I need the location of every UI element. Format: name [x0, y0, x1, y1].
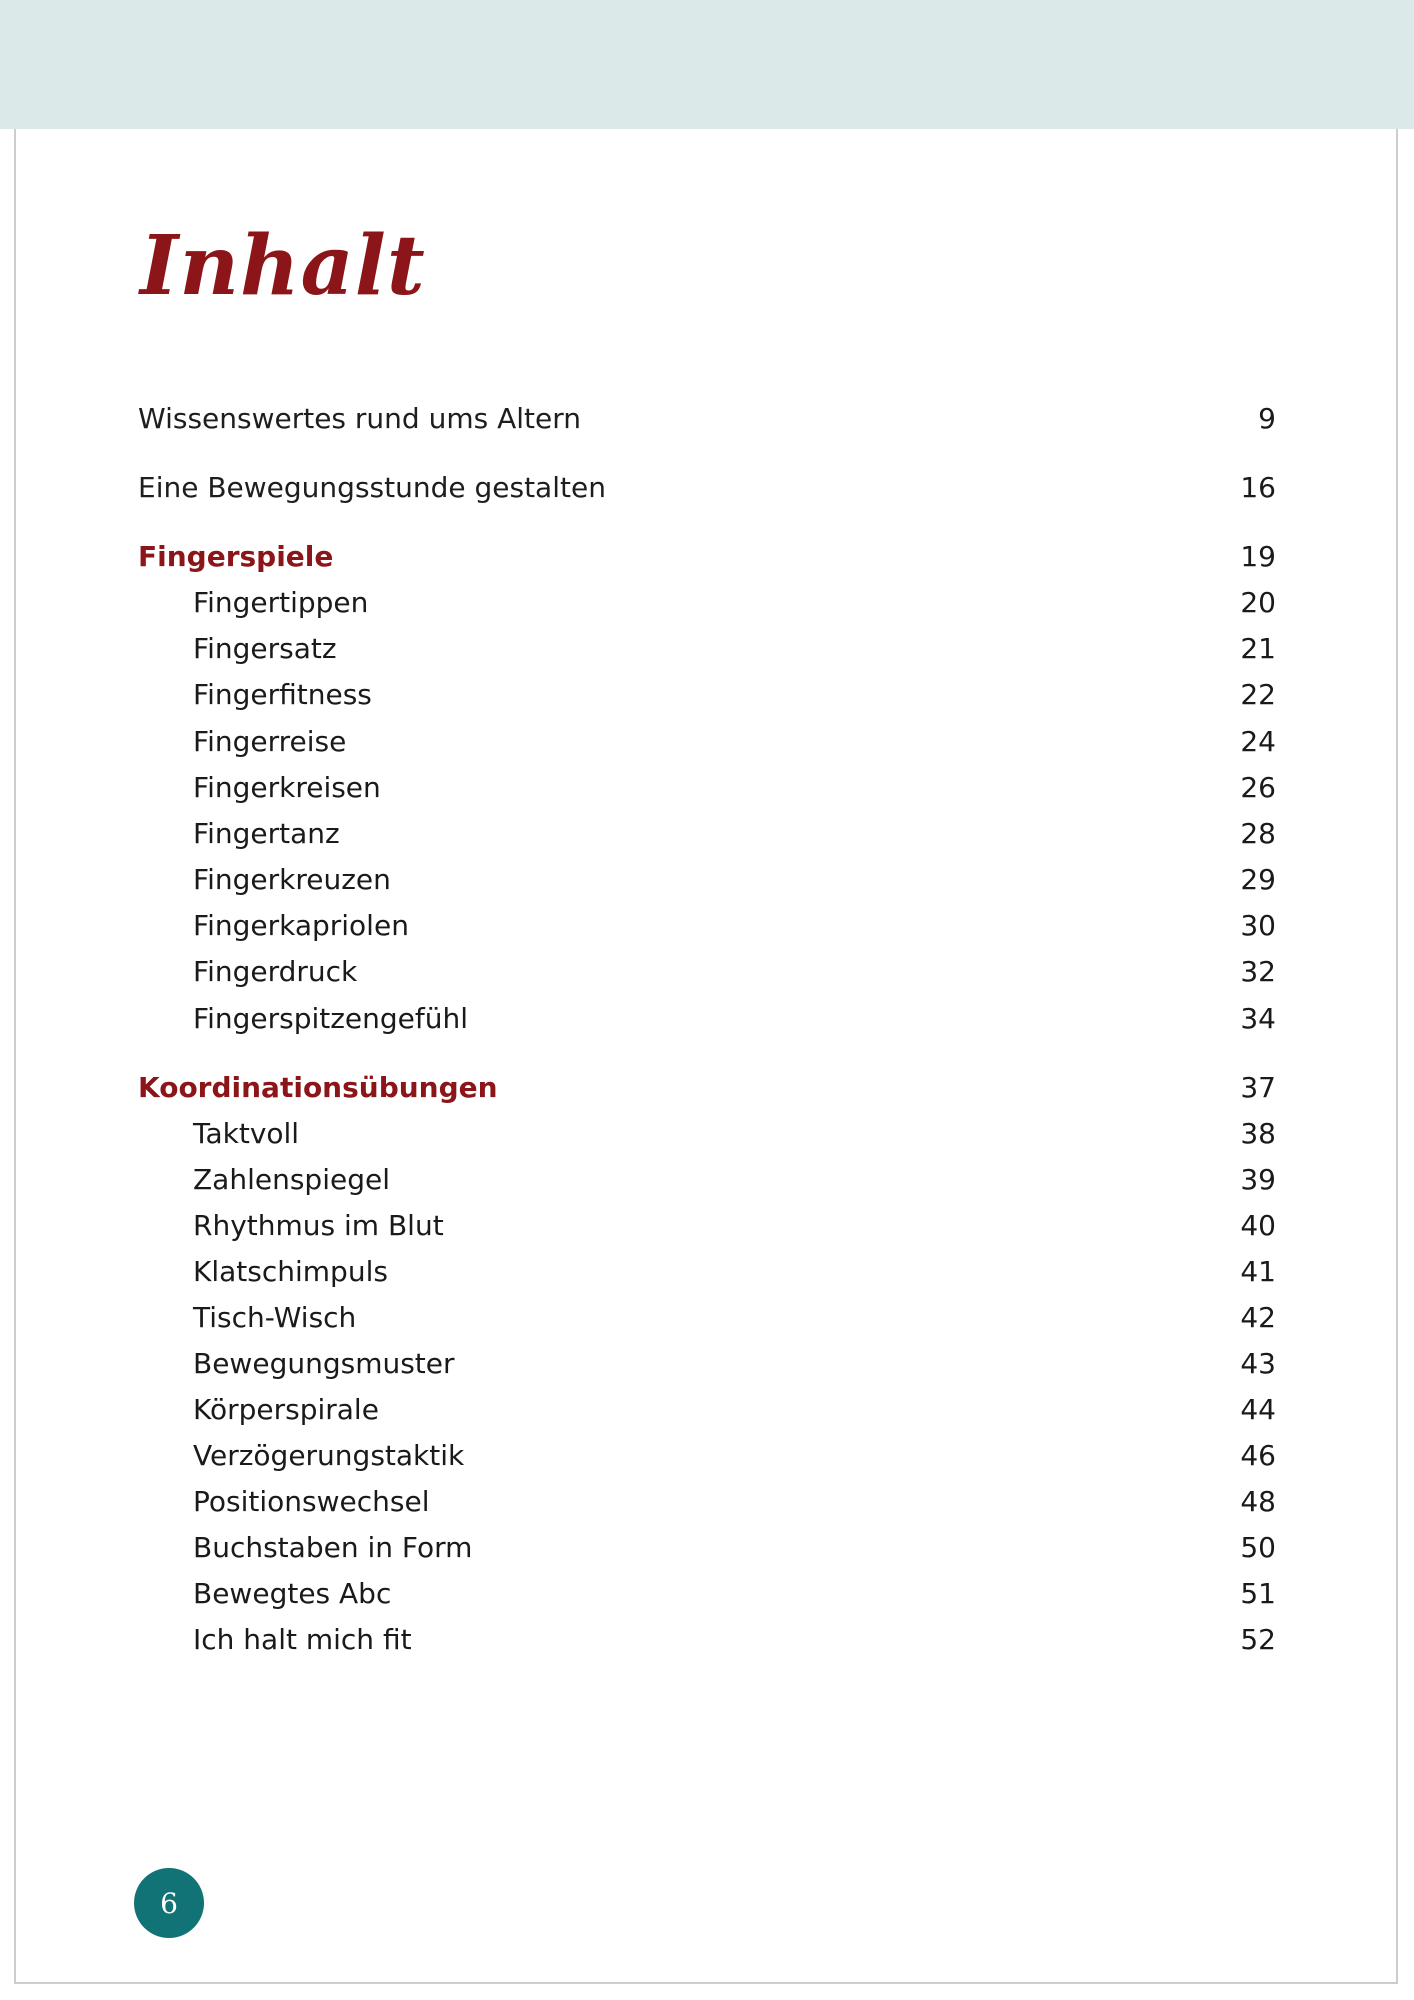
dot-leader [354, 722, 1206, 762]
toc-entry-page-number: 32 [1240, 955, 1276, 988]
toc-entry-title: Fingertanz [193, 817, 340, 850]
toc-entry-page-number: 29 [1240, 863, 1276, 896]
toc-entry-title: Klatschimpuls [193, 1255, 388, 1288]
toc-entry [138, 999, 1276, 1039]
toc-entry [138, 814, 1276, 854]
toc-entry-page-number: 28 [1240, 817, 1276, 850]
toc-entry [138, 906, 1276, 946]
toc-entry-page-number: 44 [1240, 1393, 1276, 1426]
toc-entry-title: Fingerspitzengefühl [193, 1002, 469, 1035]
dot-leader [463, 1344, 1206, 1384]
toc-entry-page-number: 38 [1240, 1117, 1276, 1150]
toc-entry-title: Fingertippen [193, 586, 369, 619]
dot-leader [376, 583, 1206, 623]
toc-entry [138, 399, 1276, 439]
toc-entry-title: Bewegtes Abc [193, 1577, 392, 1610]
dot-leader [307, 1114, 1206, 1154]
dot-leader [345, 629, 1206, 669]
dot-leader [506, 1068, 1206, 1108]
toc-entry-page-number: 40 [1240, 1209, 1276, 1242]
toc-entry [138, 1482, 1276, 1522]
toc-entry-title: Buchstaben in Form [193, 1531, 473, 1564]
toc-entry-title: Ich halt mich fit [193, 1623, 412, 1656]
dot-leader [614, 468, 1206, 508]
toc-entry-title: Tisch-Wisch [193, 1301, 357, 1334]
toc-entry-title: Fingerreise [193, 725, 347, 758]
toc-entry-title: Taktvoll [193, 1117, 300, 1150]
toc-entry [138, 1298, 1276, 1338]
dot-leader [452, 1206, 1206, 1246]
toc-entry-page-number: 19 [1240, 540, 1276, 573]
dot-leader [420, 1620, 1206, 1660]
toc-entry [138, 1390, 1276, 1430]
dot-leader [476, 999, 1206, 1039]
toc-entry-title: Fingerfitness [193, 678, 372, 711]
toc-entry-title: Zahlenspiegel [193, 1163, 390, 1196]
toc-entry-page-number: 50 [1240, 1531, 1276, 1564]
toc-entry-title: Fingerdruck [193, 955, 358, 988]
dot-leader [380, 675, 1206, 715]
toc-entry-page-number: 30 [1240, 909, 1276, 942]
dot-leader [387, 1390, 1206, 1430]
toc-entry-title: Fingerkapriolen [193, 909, 409, 942]
dot-leader [389, 768, 1206, 808]
toc-entry [138, 1114, 1276, 1154]
toc-section-heading [138, 537, 1276, 577]
toc-entry-title: Fingerkreisen [193, 771, 381, 804]
dot-leader [364, 1298, 1206, 1338]
toc-entry-page-number: 22 [1240, 678, 1276, 711]
toc-entry [138, 722, 1276, 762]
toc-entry-page-number: 26 [1240, 771, 1276, 804]
toc-entry [138, 583, 1276, 623]
dot-leader [437, 1482, 1206, 1522]
toc-entry-page-number: 46 [1240, 1439, 1276, 1472]
toc-entry [138, 1160, 1276, 1200]
toc-entry-page-number: 21 [1240, 632, 1276, 665]
toc-entry-page-number: 24 [1240, 725, 1276, 758]
toc-entry-title: Rhythmus im Blut [193, 1209, 444, 1242]
toc-entry-title: Wissenswertes rund ums Altern [138, 402, 582, 435]
toc-entry-page-number: 20 [1240, 586, 1276, 619]
toc-entry [138, 1528, 1276, 1568]
toc-entry [138, 768, 1276, 808]
toc-entry-page-number: 42 [1240, 1301, 1276, 1334]
toc-entry-page-number: 41 [1240, 1255, 1276, 1288]
toc-entry-page-number: 52 [1240, 1623, 1276, 1656]
toc-entry [138, 1620, 1276, 1660]
toc-entry-title: Fingerspiele [138, 540, 334, 573]
dot-leader [396, 1252, 1206, 1292]
toc-entry [138, 629, 1276, 669]
toc-entry-title: Positionswechsel [193, 1485, 430, 1518]
page-number-badge [134, 1868, 204, 1938]
dot-leader [417, 906, 1206, 946]
toc-entry [138, 952, 1276, 992]
dot-leader [341, 537, 1206, 577]
toc-entry [138, 1206, 1276, 1246]
toc-entry-title: Koordinationsübungen [138, 1071, 498, 1104]
toc-entry-title: Eine Bewegungsstunde gestalten [138, 471, 606, 504]
toc-entry-page-number: 37 [1240, 1071, 1276, 1104]
toc-entry [138, 1436, 1276, 1476]
toc-entry-page-number: 48 [1240, 1485, 1276, 1518]
dot-leader [365, 952, 1206, 992]
toc-entry [138, 860, 1276, 900]
toc-entry-page-number: 16 [1240, 471, 1276, 504]
toc-entry [138, 1344, 1276, 1384]
toc-entry [138, 675, 1276, 715]
toc-entry-title: Fingerkreuzen [193, 863, 391, 896]
toc-entry [138, 1252, 1276, 1292]
dot-leader [398, 1160, 1206, 1200]
toc-entry-page-number: 34 [1240, 1002, 1276, 1035]
dot-leader [480, 1528, 1206, 1568]
toc-entry-title: Verzögerungstaktik [193, 1439, 465, 1472]
top-color-band [0, 0, 1414, 129]
dot-leader [472, 1436, 1206, 1476]
toc-entry-page-number: 39 [1240, 1163, 1276, 1196]
dot-leader [399, 860, 1206, 900]
toc-section-heading [138, 1068, 1276, 1108]
toc-entry-title: Fingersatz [193, 632, 337, 665]
toc-entry-title: Körperspirale [193, 1393, 379, 1426]
toc-entry [138, 1574, 1276, 1614]
page-number: 6 [160, 1886, 178, 1920]
toc-entry-page-number: 9 [1258, 402, 1276, 435]
dot-leader [348, 814, 1206, 854]
dot-leader [399, 1574, 1206, 1614]
toc-entry-title: Bewegungsmuster [193, 1347, 455, 1380]
toc-entry-page-number: 43 [1240, 1347, 1276, 1380]
page-title: Inhalt [140, 218, 426, 314]
toc-entry-page-number: 51 [1240, 1577, 1276, 1610]
dot-leader [589, 399, 1206, 439]
toc-entry [138, 468, 1276, 508]
